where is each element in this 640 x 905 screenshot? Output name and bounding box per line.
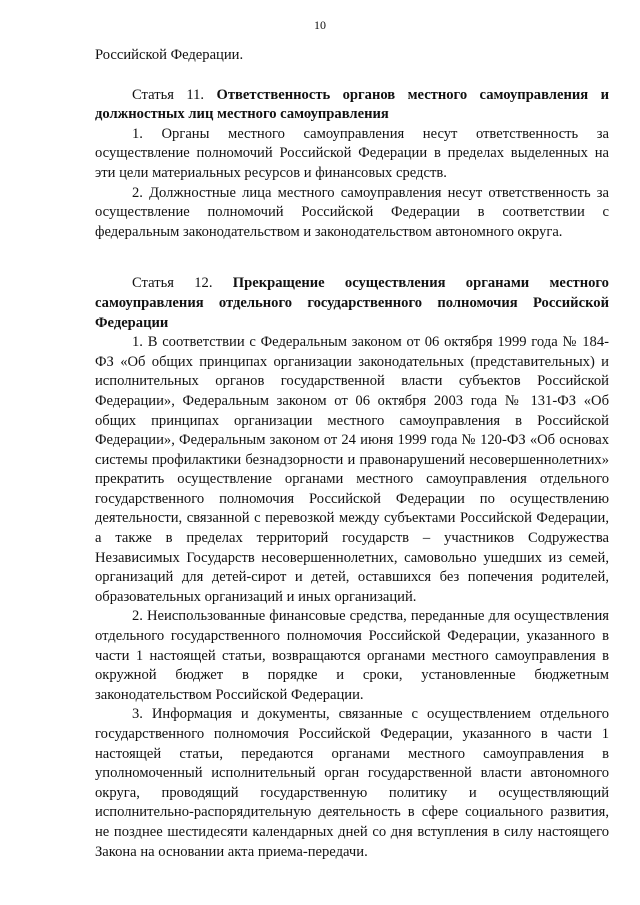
article-11-heading: [95, 86, 609, 125]
lead-line: Российской Федерации.: [95, 47, 244, 63]
article-11-label: Статья 11.: [132, 86, 205, 103]
article-12-paragraph-3: 3. Информация и документы, связанные с осуществлением отдельного государственного полномочия Российской Федерации, указанного в части 1 настоящей статьи, передаются органами местного самоуправления в уполномоченный исполнительный орган государственной власти автономного округа, проводящий государственную политику и осуществляющий исполнительно-распорядительную деятельность в сфере социального развития, не позднее шестидесяти календарных дней со дня вступления в силу настоящего Закона на основании акта приема-передачи.: [95, 706, 609, 860]
article-12-paragraph-1: 1. В соответствии с Федеральным законом от 06 октября 1999 года № 184-ФЗ «Об общих принципах организации законодательных (представительных) и исполнительных органов государственной власти субъектов Российской Федерации», Федеральным законом от 06 октября 2003 года № 131-ФЗ «Об общих принципах организации местного самоуправления в Российской Федерации», Федеральным законом от 24 июня 1999 года № 120-ФЗ «Об основах системы профилактики безнадзорности и правонарушений несовершеннолетних» прекратить осуществление органами местного самоуправления отдельного государственного полномочия Российской Федерации по осуществлению деятельности, связанной с перевозкой между субъектами Российской Федерации, а также в пределах территорий государств – участников Содружества Независимых Государств несовершеннолетних, самовольно ушедших из семей, организаций для детей-сирот и детей, оставшихся без попечения родителей, образовательных организаций и иных организаций.: [95, 334, 609, 605]
article-11-paragraph-1: 1. Органы местного самоуправления несут ответственность за осуществление полномочий Российской Федерации в пределах выделенных на эти цели материальных ресурсов и финансовых средств.: [95, 125, 609, 181]
article-12-heading: [95, 274, 609, 333]
document-body: [95, 46, 609, 862]
page-number: 10: [314, 18, 326, 32]
article-11-paragraph-2: 2. Должностные лица местного самоуправления несут ответственность за осуществление полномочий Российской Федерации в соответствии с федеральным законодательством и законодательством автономного округа.: [95, 184, 609, 240]
article-12-label: Статья 12.: [132, 275, 213, 292]
article-11-title: Ответственность органов местного самоуправления и должностных лиц местного самоуправления: [95, 86, 609, 123]
article-12-paragraph-2: 2. Неиспользованные финансовые средства, переданные для осуществления отдельного государственного полномочия Российской Федерации, указанного в части 1 настоящей статьи, возвращаются органами местного самоуправления в окружной бюджет в порядке и сроки, установленные бюджетным законодательством Российской Федерации.: [95, 608, 609, 703]
article-12-title: Прекращение осуществления органами местного самоуправления отдельного государственного полномочия Российской Федерации: [95, 275, 609, 331]
